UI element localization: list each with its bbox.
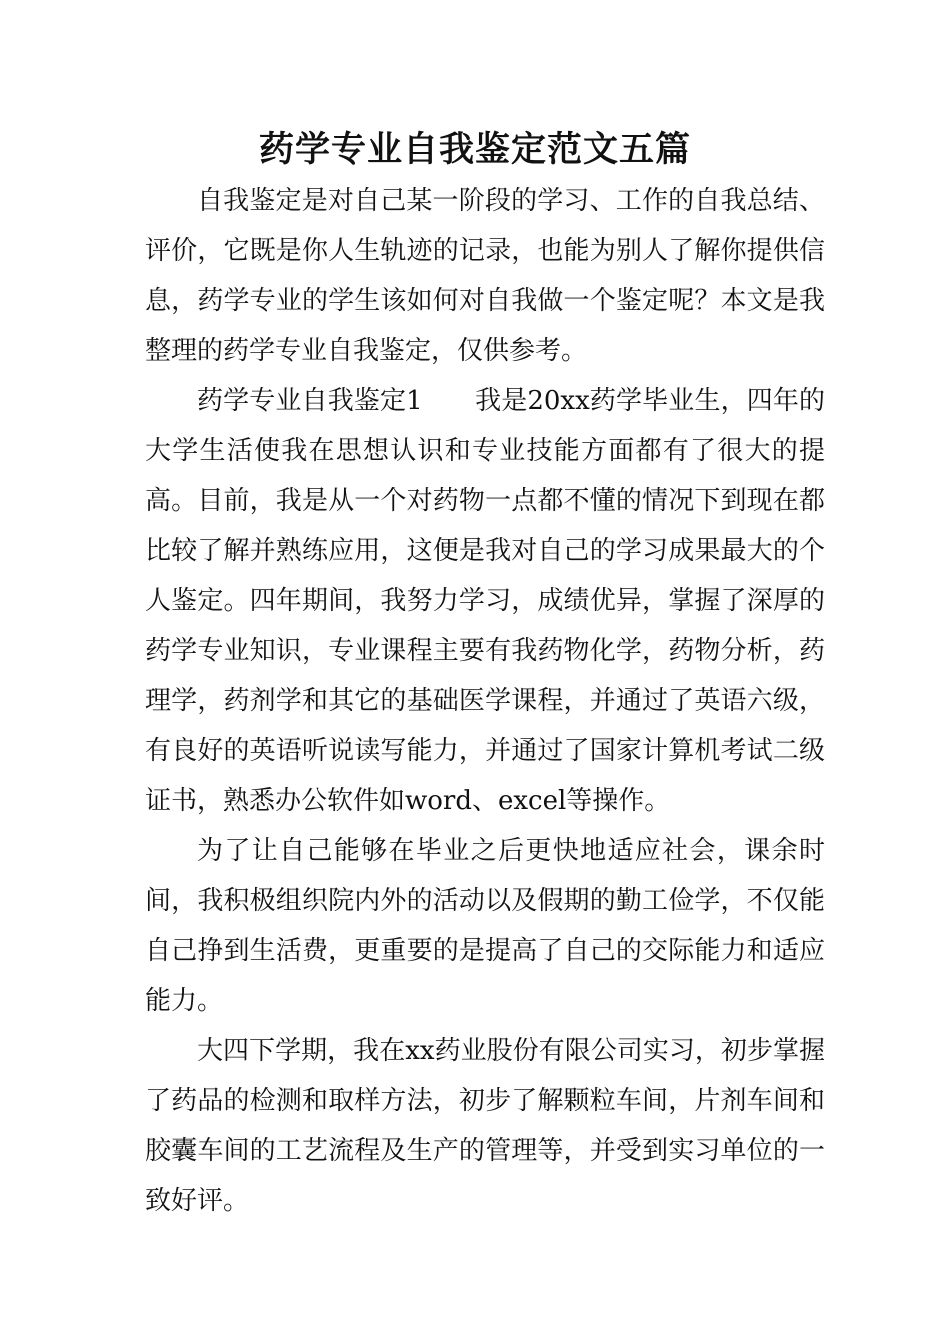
paragraph-internship: 大四下学期，我在xx药业股份有限公司实习，初步掌握了药品的检测和取样方法，初步了解颗粒车间，片剂车间和胶囊车间的工艺流程及生产的管理等，并受到实习单位的一致好评。 [145, 1036, 825, 1216]
paragraph-activities: 为了让自己能够在毕业之后更快地适应社会，课余时间，我积极组织院内外的活动以及假期的勤工俭学，不仅能自己挣到生活费，更重要的是提高了自己的交际能力和适应能力。 [145, 836, 825, 1016]
document-title: 药学专业自我鉴定范文五篇 [258, 129, 691, 170]
paragraph-education: 药学专业自我鉴定1 我是20xx药学毕业生，四年的大学生活使我在思想认识和专业技能方面都有了很大的提高。目前，我是从一个对药物一点都不懂的情况下到现在都比较了解并熟练应用，这便是我对自己的学习成果最大的个人鉴定。四年期间，我努力学习，成绩优异，掌握了深厚的药学专业知识，专业课程主要有我药物化学，药物分析，药理学，药剂学和其它的基础医学课程，并通过了英语六级，有良好的英语听说读写能力，并通过了国家计算机考试二级证书，熟悉办公软件如word、excel等操作。 [145, 386, 825, 816]
document-body [145, 176, 825, 1226]
paragraph-intro: 自我鉴定是对自己某一阶段的学习、工作的自我总结、评价，它既是你人生轨迹的记录，也能为别人了解你提供信息，药学专业的学生该如何对自我做一个鉴定呢？本文是我整理的药学专业自我鉴定，仅供参考。 [145, 186, 825, 366]
